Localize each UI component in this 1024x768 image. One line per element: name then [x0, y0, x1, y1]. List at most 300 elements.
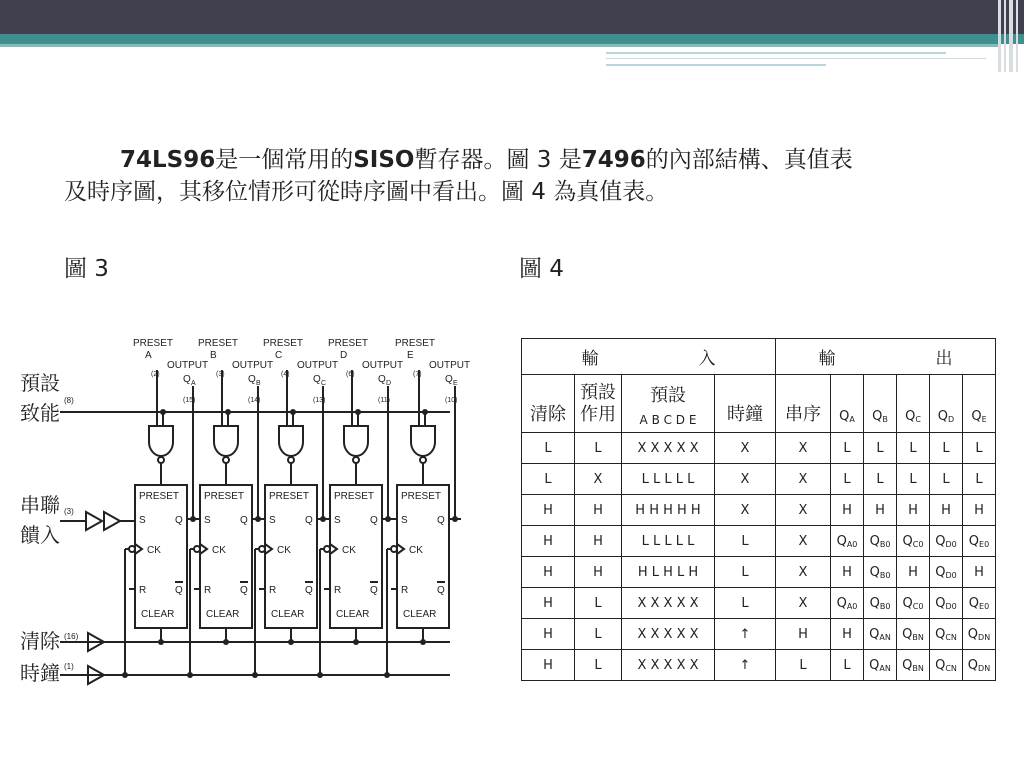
nand-gate [344, 426, 368, 456]
preset-label: PRESET [133, 338, 174, 349]
output-value: Q [902, 595, 913, 611]
text-span: 輸 [818, 349, 836, 369]
header-band-teal [0, 34, 1024, 44]
pin-number: (3) [216, 371, 225, 378]
preset-letter: B [210, 350, 217, 361]
output-q: Q [378, 374, 386, 385]
cell-output [831, 464, 864, 495]
cell-output [963, 433, 996, 464]
output-sub: A [191, 380, 196, 387]
cell-output [864, 464, 897, 495]
ff-s-label: S [334, 515, 341, 526]
cell-output [897, 588, 930, 619]
buffer-serial [104, 512, 120, 530]
label-serial-input: 饋入 [20, 525, 60, 547]
figure-3-label: 圖 3 [64, 256, 109, 282]
cell-clear: L [522, 433, 575, 464]
output-subscript: D0 [945, 570, 957, 580]
shift-register-circuit-diagram [0, 330, 500, 700]
text-span: Q [839, 409, 850, 424]
cell-clear: H [522, 526, 575, 557]
label-preset-enable: 預設 [20, 373, 60, 395]
output-sub: E [453, 380, 458, 387]
output-sub: C [321, 380, 327, 387]
ff-q-label: Q [240, 515, 248, 526]
nand-bubble [420, 457, 426, 463]
junction-dot [317, 672, 323, 678]
cell-preset-action: L [575, 650, 622, 681]
junction-dot [353, 639, 359, 645]
ff-preset-label: PRESET [334, 491, 375, 502]
ff-q-label: Q [437, 515, 445, 526]
preset-letter: C [275, 350, 283, 361]
junction-dot [190, 516, 196, 522]
text-span: Q [905, 409, 916, 424]
cell-clear: H [522, 588, 575, 619]
output-subscript: B0 [879, 601, 891, 611]
col-preset-action [575, 375, 622, 433]
text-span: Q [937, 409, 949, 424]
output-subscript: D0 [945, 539, 957, 549]
col-qc [897, 375, 930, 433]
flip-flop [135, 485, 187, 628]
clock-triangle [397, 544, 404, 554]
cell-output [897, 619, 930, 650]
pin-number: (3) [64, 507, 74, 516]
output-subscript: CN [945, 632, 957, 642]
cell-clock: ↑ [715, 650, 776, 681]
preset-letter: E [407, 350, 414, 361]
ff-qbar-label: Q [305, 585, 313, 596]
output-value: Q [836, 595, 847, 611]
cell-preset-action: L [575, 588, 622, 619]
cell-output [930, 464, 963, 495]
output-sub: B [256, 380, 261, 387]
cell-serial: X [776, 495, 831, 526]
cell-serial: X [776, 464, 831, 495]
pin-number: (6) [346, 371, 355, 378]
output-value: L [942, 471, 950, 487]
col-qd [930, 375, 963, 433]
text-block: 預設 [650, 384, 686, 406]
ff-s-label: S [139, 515, 146, 526]
text-block: 預設 [580, 381, 616, 403]
output-value: H [941, 502, 951, 518]
preset-label: PRESET [263, 338, 304, 349]
table-row [522, 588, 996, 619]
clock-triangle [265, 544, 272, 554]
ff-s-label: S [204, 515, 211, 526]
output-value: L [843, 440, 851, 456]
body-paragraph [64, 144, 964, 208]
cell-output [864, 526, 897, 557]
ff-q-label: Q [305, 515, 313, 526]
paragraph-line-2: 及時序圖，其移位情形可從時序圖中看出。圖 4 為真值表。 [64, 179, 669, 205]
pin-number: (13) [313, 397, 326, 404]
label-clock: 時鐘 [20, 663, 60, 685]
cell-output [831, 433, 864, 464]
output-value: L [975, 471, 983, 487]
output-label: OUTPUT [429, 360, 471, 371]
preset-letter: D [340, 350, 348, 361]
text-span: B [882, 415, 888, 424]
cell-output [963, 619, 996, 650]
col-qe [963, 375, 996, 433]
output-value: H [974, 502, 984, 518]
output-value: Q [902, 657, 913, 673]
header-deco-line [606, 52, 946, 54]
table-row [522, 526, 996, 557]
ff-preset-label: PRESET [139, 491, 180, 502]
ff-q-label: Q [175, 515, 183, 526]
cell-preset-action: H [575, 526, 622, 557]
output-value: Q [935, 657, 946, 673]
cell-serial: X [776, 526, 831, 557]
clock-bubble [194, 546, 200, 552]
pin-number: (2) [151, 371, 160, 378]
output-subscript: E0 [979, 601, 990, 611]
output-value: Q [869, 564, 880, 580]
output-value: Q [935, 626, 946, 642]
buffer-serial [86, 512, 102, 530]
ff-ck-label: CK [342, 545, 356, 556]
text-span: A [849, 415, 855, 424]
output-value: H [842, 626, 852, 642]
col-qa [831, 375, 864, 433]
ff-r-label: R [204, 585, 212, 596]
junction-dot [385, 516, 391, 522]
cell-output [864, 557, 897, 588]
ff-ck-label: CK [409, 545, 423, 556]
cell-clock: X [715, 464, 776, 495]
output-value: L [975, 440, 983, 456]
nand-gate [279, 426, 303, 456]
output-subscript: C0 [912, 601, 924, 611]
ff-preset-label: PRESET [204, 491, 245, 502]
cell-clock: L [715, 588, 776, 619]
pin-number: (7) [413, 371, 422, 378]
output-value: Q [902, 626, 913, 642]
figure-4-label: 圖 4 [519, 256, 564, 282]
cell-output [897, 650, 930, 681]
output-sub: D [386, 380, 392, 387]
cell-clear: H [522, 650, 575, 681]
output-value: Q [935, 533, 946, 549]
nand-bubble [223, 457, 229, 463]
ff-r-label: R [401, 585, 409, 596]
output-subscript: DN [978, 663, 991, 673]
preset-label: PRESET [328, 338, 369, 349]
output-label: OUTPUT [362, 360, 404, 371]
label-preset-enable: 致能 [20, 403, 60, 425]
cell-serial: X [776, 557, 831, 588]
cell-output [930, 650, 963, 681]
table-row [522, 619, 996, 650]
cell-preset-action: H [575, 557, 622, 588]
output-value: Q [968, 595, 980, 611]
output-header [776, 339, 996, 375]
output-q: Q [183, 374, 191, 385]
table-row [522, 650, 996, 681]
output-subscript: E0 [979, 539, 990, 549]
nand-bubble [288, 457, 294, 463]
cell-output [897, 557, 930, 588]
nand-bubble [353, 457, 359, 463]
text-span: 出 [935, 349, 953, 369]
cell-clear: H [522, 619, 575, 650]
output-value: H [908, 502, 918, 518]
ff-s-label: S [401, 515, 408, 526]
header-deco-line [606, 58, 986, 59]
cell-serial: L [776, 650, 831, 681]
output-value: Q [869, 626, 880, 642]
output-value: H [974, 564, 984, 580]
pin-number: (10) [445, 397, 458, 404]
cell-preset: L L L L L [622, 464, 715, 495]
header-deco-bars [994, 0, 1024, 72]
output-subscript: B0 [879, 539, 891, 549]
ff-clear-label: CLEAR [336, 609, 370, 620]
output-value: H [842, 564, 852, 580]
ff-clear-label: CLEAR [206, 609, 240, 620]
flip-flop [200, 485, 252, 628]
junction-dot [187, 672, 193, 678]
ff-q-label: Q [370, 515, 378, 526]
cell-clock: L [715, 557, 776, 588]
cell-preset: L L L L L [622, 526, 715, 557]
col-qb [864, 375, 897, 433]
output-value: Q [869, 657, 880, 673]
output-value: Q [935, 595, 946, 611]
flip-flop [397, 485, 449, 628]
junction-dot [122, 672, 128, 678]
clock-triangle [135, 544, 142, 554]
cell-clock: X [715, 495, 776, 526]
col-serial: 串序 [776, 375, 831, 433]
preset-label: PRESET [198, 338, 239, 349]
cell-output [930, 526, 963, 557]
cell-clear: H [522, 495, 575, 526]
cell-output [930, 619, 963, 650]
flip-flop [265, 485, 317, 628]
output-q: Q [248, 374, 256, 385]
text-span: 3 是 [529, 147, 582, 173]
text-span: D [948, 415, 955, 424]
pin-number: (16) [64, 632, 79, 641]
output-label: OUTPUT [297, 360, 339, 371]
output-value: L [876, 471, 884, 487]
output-subscript: BN [912, 632, 924, 642]
cell-clock: X [715, 433, 776, 464]
cell-serial: H [776, 619, 831, 650]
output-value: L [909, 440, 917, 456]
nand-gate [214, 426, 238, 456]
text-span: 的內部結構、真值表 [645, 147, 853, 173]
output-value: H [875, 502, 885, 518]
output-subscript: CN [945, 663, 957, 673]
cell-output [963, 557, 996, 588]
cell-preset: X X X X X [622, 619, 715, 650]
col-clock: 時鐘 [715, 375, 776, 433]
cell-preset-action: L [575, 433, 622, 464]
col-preset [622, 375, 715, 433]
output-subscript: D0 [945, 601, 957, 611]
ff-clear-label: CLEAR [141, 609, 175, 620]
output-value: L [909, 471, 917, 487]
pin-number: (1) [64, 662, 74, 671]
output-subscript: B0 [879, 570, 891, 580]
nand-bubble [158, 457, 164, 463]
cell-clock: ↑ [715, 619, 776, 650]
output-value: Q [968, 533, 980, 549]
cell-output [831, 526, 864, 557]
text-span: 輸 [581, 349, 599, 369]
cell-output [831, 557, 864, 588]
table-row [522, 557, 996, 588]
cell-output [897, 526, 930, 557]
header-deco-line [606, 64, 826, 66]
junction-dot [320, 516, 326, 522]
ff-ck-label: CK [212, 545, 226, 556]
cell-preset-action: L [575, 619, 622, 650]
cell-output [963, 588, 996, 619]
ff-clear-label: CLEAR [271, 609, 305, 620]
cell-preset: X X X X X [622, 588, 715, 619]
cell-output [864, 588, 897, 619]
output-value: H [908, 564, 918, 580]
output-label: OUTPUT [232, 360, 274, 371]
cell-output [864, 650, 897, 681]
output-value: H [842, 502, 852, 518]
cell-output [930, 588, 963, 619]
junction-dot [158, 639, 164, 645]
cell-output [864, 495, 897, 526]
ff-qbar-label: Q [175, 585, 183, 596]
text-span: 是一個常用的 [215, 147, 354, 173]
ff-ck-label: CK [277, 545, 291, 556]
pin-number: (14) [248, 397, 261, 404]
junction-dot [255, 516, 261, 522]
cell-output [930, 433, 963, 464]
output-value: Q [836, 533, 847, 549]
text-span: E [981, 415, 987, 424]
cell-output [930, 557, 963, 588]
output-subscript: BN [912, 663, 924, 673]
pin-number: (4) [281, 371, 290, 378]
junction-dot [420, 639, 426, 645]
ff-r-label: R [334, 585, 342, 596]
cell-output [864, 433, 897, 464]
ff-r-label: R [139, 585, 147, 596]
cell-output [963, 526, 996, 557]
junction-dot [223, 639, 229, 645]
text-block: 作用 [580, 403, 616, 425]
output-value: Q [869, 595, 880, 611]
text-span: C [915, 415, 921, 424]
output-label: OUTPUT [167, 360, 209, 371]
nand-gate [149, 426, 173, 456]
text-74ls96: 74LS96 [120, 147, 216, 173]
output-value: L [843, 471, 851, 487]
text-span: Q [971, 409, 982, 424]
output-subscript: AN [879, 632, 891, 642]
ff-preset-label: PRESET [401, 491, 442, 502]
output-subscript: C0 [912, 539, 924, 549]
preset-letter: A [145, 350, 152, 361]
cell-output [831, 588, 864, 619]
text-span: 入 [698, 349, 716, 369]
clock-triangle [200, 544, 207, 554]
cell-preset-action: X [575, 464, 622, 495]
junction-dot [288, 639, 294, 645]
output-value: Q [902, 533, 913, 549]
cell-preset-action: H [575, 495, 622, 526]
cell-serial: X [776, 433, 831, 464]
paragraph-line-1 [64, 144, 964, 176]
clock-bubble [324, 546, 330, 552]
clock-bubble [129, 546, 135, 552]
cell-preset: H H H H H [622, 495, 715, 526]
ff-clear-label: CLEAR [403, 609, 437, 620]
text-span: 暫存器。圖 [414, 147, 530, 173]
cell-preset: X X X X X [622, 650, 715, 681]
cell-output [831, 495, 864, 526]
flip-flop [330, 485, 382, 628]
output-subscript: A0 [846, 539, 858, 549]
ff-ck-label: CK [147, 545, 161, 556]
header-band-dark [0, 0, 1024, 34]
junction-dot [384, 672, 390, 678]
pin-number: (8) [64, 396, 74, 405]
col-clear: 清除 [522, 375, 575, 433]
cell-output [831, 650, 864, 681]
ff-r-label: R [269, 585, 277, 596]
cell-output [930, 495, 963, 526]
cell-clear: H [522, 557, 575, 588]
label-serial-input: 串聯 [20, 495, 60, 517]
text-siso: SISO [353, 147, 415, 173]
cell-output [897, 495, 930, 526]
table-row [522, 495, 996, 526]
output-subscript: DN [978, 632, 991, 642]
cell-output [897, 464, 930, 495]
clock-triangle [330, 544, 337, 554]
cell-preset: X X X X X [622, 433, 715, 464]
output-value: L [876, 440, 884, 456]
output-value: Q [869, 533, 880, 549]
text-7496: 7496 [581, 147, 646, 173]
cell-preset: H L H L H [622, 557, 715, 588]
input-header [522, 339, 776, 375]
ff-qbar-label: Q [437, 585, 445, 596]
pin-number: (15) [183, 397, 196, 404]
text-span: Q [872, 409, 883, 424]
junction-dot [252, 672, 258, 678]
ff-preset-label: PRESET [269, 491, 310, 502]
cell-output [963, 495, 996, 526]
text-block: A B C D E [639, 412, 697, 427]
output-value: Q [935, 564, 946, 580]
ff-qbar-label: Q [370, 585, 378, 596]
cell-output [831, 619, 864, 650]
ff-qbar-label: Q [240, 585, 248, 596]
output-value: L [942, 440, 950, 456]
output-subscript: AN [879, 663, 891, 673]
ff-s-label: S [269, 515, 276, 526]
cell-clear: L [522, 464, 575, 495]
output-subscript: A0 [846, 601, 858, 611]
output-value: L [843, 657, 851, 673]
